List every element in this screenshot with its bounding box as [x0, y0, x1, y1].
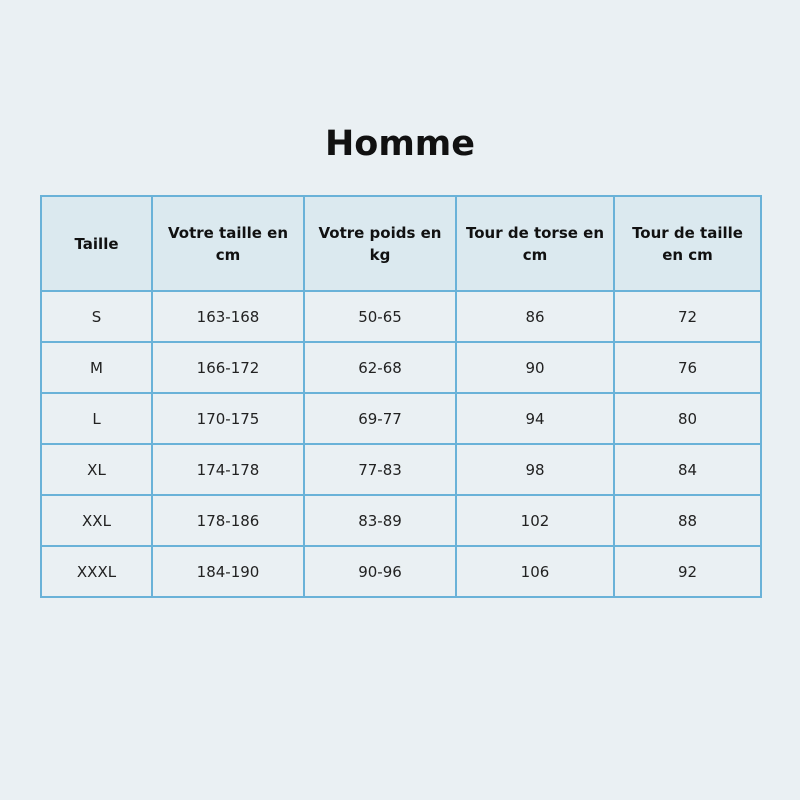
cell-size: S: [41, 291, 152, 342]
table-row: [41, 495, 761, 546]
cell-chest: 90: [456, 342, 614, 393]
cell-size: L: [41, 393, 152, 444]
cell-size: XXXL: [41, 546, 152, 597]
header-chest: Tour de torse en cm: [456, 196, 614, 291]
header-waist: Tour de taille en cm: [614, 196, 761, 291]
cell-waist: 88: [614, 495, 761, 546]
cell-chest: 106: [456, 546, 614, 597]
cell-weight: 50-65: [304, 291, 456, 342]
cell-waist: 72: [614, 291, 761, 342]
header-weight: Votre poids en kg: [304, 196, 456, 291]
header-size: Taille: [41, 196, 152, 291]
cell-weight: 62-68: [304, 342, 456, 393]
table-row: [41, 444, 761, 495]
cell-weight: 90-96: [304, 546, 456, 597]
header-height: Votre taille en cm: [152, 196, 304, 291]
cell-chest: 98: [456, 444, 614, 495]
cell-chest: 86: [456, 291, 614, 342]
cell-height: 184-190: [152, 546, 304, 597]
page-title: Homme: [324, 124, 475, 164]
cell-weight: 77-83: [304, 444, 456, 495]
table-row: [41, 393, 761, 444]
cell-chest: 102: [456, 495, 614, 546]
cell-weight: 69-77: [304, 393, 456, 444]
cell-height: 170-175: [152, 393, 304, 444]
cell-height: 166-172: [152, 342, 304, 393]
cell-waist: 84: [614, 444, 761, 495]
cell-size: M: [41, 342, 152, 393]
cell-size: XL: [41, 444, 152, 495]
cell-weight: 83-89: [304, 495, 456, 546]
table-row: [41, 546, 761, 597]
size-chart-table: [40, 195, 762, 598]
cell-waist: 92: [614, 546, 761, 597]
cell-size: XXL: [41, 495, 152, 546]
cell-height: 178-186: [152, 495, 304, 546]
table-row: [41, 291, 761, 342]
cell-height: 174-178: [152, 444, 304, 495]
cell-height: 163-168: [152, 291, 304, 342]
table-row: [41, 342, 761, 393]
cell-waist: 76: [614, 342, 761, 393]
table-header-row: [41, 196, 761, 291]
cell-chest: 94: [456, 393, 614, 444]
cell-waist: 80: [614, 393, 761, 444]
